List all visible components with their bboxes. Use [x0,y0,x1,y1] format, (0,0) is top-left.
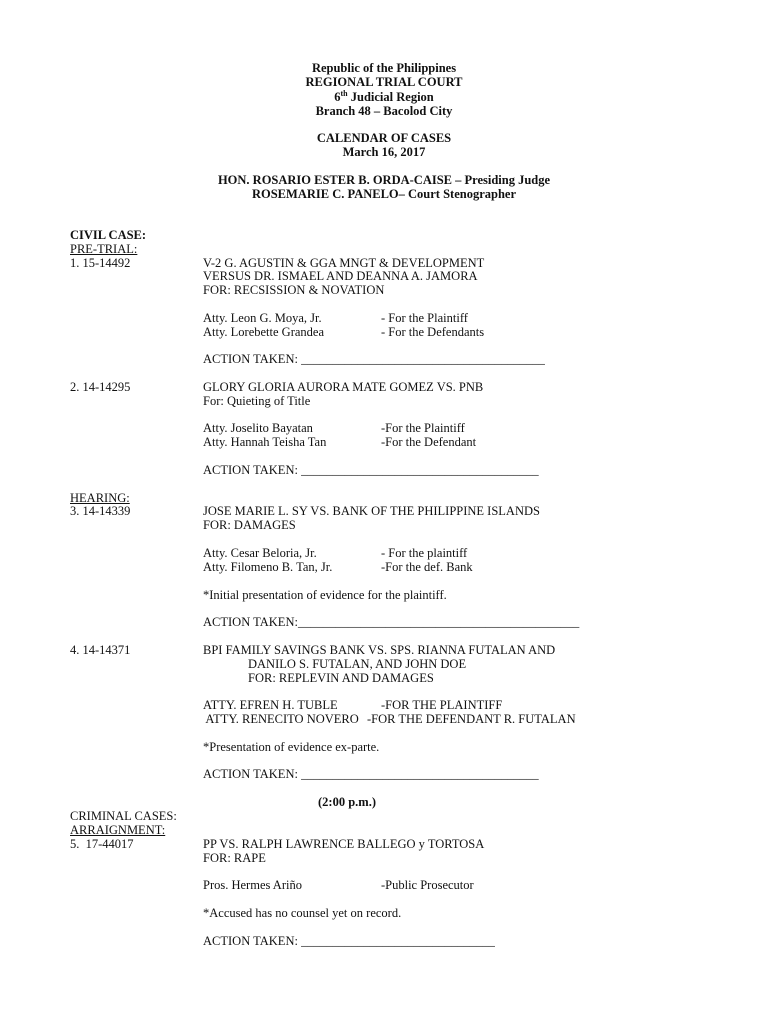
case-subject: For: Quieting of Title [203,394,311,408]
case-note: *Accused has no counsel yet on record. [203,906,402,920]
header-court: REGIONAL TRIAL COURT [305,75,463,89]
attorney-name: Atty. Hannah Teisha Tan [203,435,327,449]
case-number: 2. 14-14295 [70,380,131,394]
case-note: *Initial presentation of evidence for the plaintiff. [203,588,447,602]
case-number: 3. 14-14339 [70,504,131,518]
attorney-name: Atty. Joselito Bayatan [203,421,313,435]
attorney-role: -For the def. Bank [381,560,473,574]
presiding-judge: HON. ROSARIO ESTER B. ORDA-CAISE – Presiding Judge [217,173,551,187]
case-number: 1. 15-14492 [70,256,131,270]
attorney-role: - For the Defendants [381,325,485,339]
case-title: BPI FAMILY SAVINGS BANK VS. SPS. RIANNA FUTALAN AND [203,643,556,657]
attorney-role: -Public Prosecutor [381,878,474,892]
case-title-cont: VERSUS DR. ISMAEL AND DEANNA A. JAMORA [203,269,478,283]
action-taken-line: ACTION TAKEN:_____________________________________________ [203,615,580,629]
court-stenographer: ROSEMARIE C. PANELO– Court Stenographer [251,187,516,201]
case-title-cont: DANILO S. FUTALAN, AND JOHN DOE [248,657,467,671]
case-title: V-2 G. AGUSTIN & GGA MNGT & DEVELOPMENT [203,256,485,270]
case-note: *Presentation of evidence ex-parte. [203,740,380,754]
header-republic: Republic of the Philippines [311,61,457,75]
arraignment-heading: ARRAIGNMENT: [70,823,166,837]
case-subject: FOR: RAPE [203,851,266,865]
case-number: 4. 14-14371 [70,643,131,657]
attorney-name: Atty. Filomeno B. Tan, Jr. [203,560,333,574]
header-region-rest: Judicial Region [347,90,434,105]
attorney-name: ATTY. RENECITO NOVERO [203,712,359,726]
attorney-role: - For the plaintiff [381,546,468,560]
attorney-name: Atty. Leon G. Moya, Jr. [203,311,322,325]
criminal-cases-heading: CRIMINAL CASES: [70,809,177,823]
header-region [0,89,768,105]
pretrial-heading: PRE-TRIAL: [70,242,138,256]
attorney-role: -For the Defendant [381,435,477,449]
header-region-num: 6 [334,90,341,105]
attorney-name: Atty. Lorebette Grandea [203,325,325,339]
attorney-name: Atty. Cesar Beloria, Jr. [203,546,317,560]
hearing-heading: HEARING: [70,491,130,505]
attorney-name: ATTY. EFREN H. TUBLE [203,698,338,712]
case-subject: FOR: RECSISSION & NOVATION [203,283,385,297]
action-taken-line: ACTION TAKEN: _______________________________ [203,934,495,948]
header-region-sup: th [340,89,348,98]
case-title: PP VS. RALPH LAWRENCE BALLEGO y TORTOSA [203,837,485,851]
action-taken-line: ACTION TAKEN: ______________________________________ [203,463,539,477]
case-subject: FOR: DAMAGES [203,518,296,532]
header-branch: Branch 48 – Bacolod City [315,104,453,118]
action-taken-line: ACTION TAKEN: ______________________________________ [203,767,539,781]
case-title: JOSE MARIE L. SY VS. BANK OF THE PHILIPPINE ISLANDS [203,504,540,518]
attorney-role: - For the Plaintiff [381,311,468,325]
action-taken-line: ACTION TAKEN: _______________________________________ [203,352,545,366]
session-time: (2:00 p.m.) [318,795,376,809]
attorney-role: -FOR THE DEFENDANT R. FUTALAN [367,712,576,726]
attorney-role: -For the Plaintiff [381,421,465,435]
civil-case-heading: CIVIL CASE: [70,228,147,242]
document-title: CALENDAR OF CASES [316,131,452,145]
document-date: March 16, 2017 [342,145,426,159]
case-number: 5. 17-44017 [70,837,134,851]
attorney-name: Pros. Hermes Ariño [203,878,302,892]
case-subject: FOR: REPLEVIN AND DAMAGES [248,671,434,685]
case-title: GLORY GLORIA AURORA MATE GOMEZ VS. PNB [203,380,484,394]
attorney-role: -FOR THE PLAINTIFF [381,698,503,712]
